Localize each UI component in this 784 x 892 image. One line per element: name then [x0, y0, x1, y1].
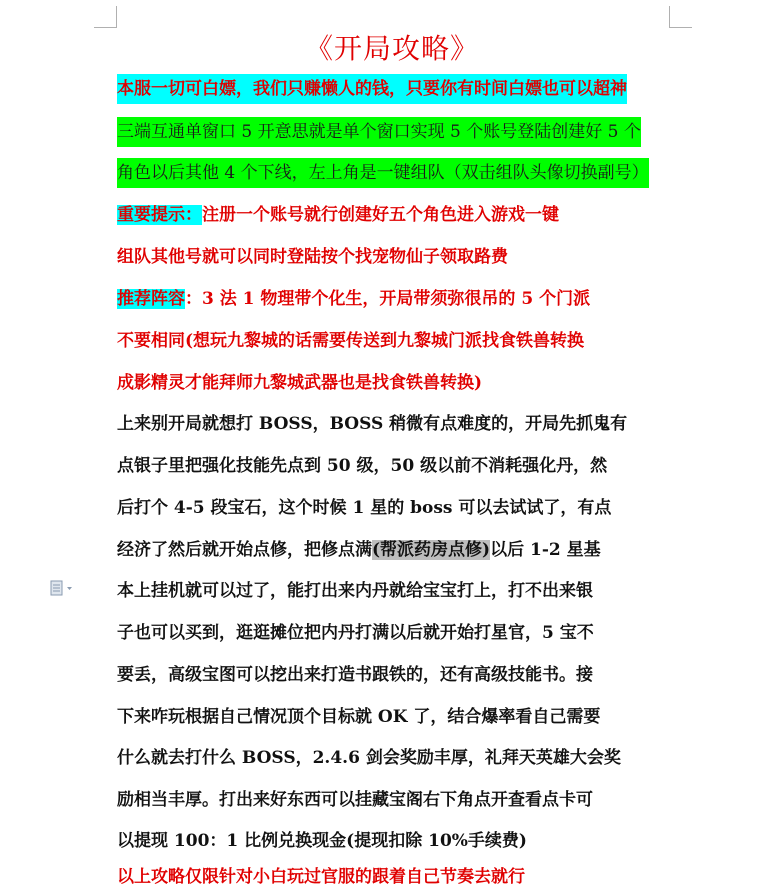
doc-line-text: 励相当丰厚。打出来好东西可以挂藏宝阁右下角点开查看点卡可 [117, 790, 593, 810]
doc-line-text: 后打个 4-5 段宝石，这个时候 1 星的 boss 可以去试试了，有点 [117, 498, 612, 518]
doc-line-text: 以上攻略仅限针对小白玩过官服的跟着自己节奏去就行 [117, 867, 525, 887]
doc-line-text: 组队其他号就可以同时登陆按个找宠物仙子领取路费 [117, 247, 508, 267]
doc-line-text: 子也可以买到，逛逛摊位把内丹打满以后就开始打星官，5 宝不 [117, 623, 594, 643]
doc-line [117, 785, 593, 815]
doc-line [117, 326, 584, 356]
doc-line-text: 不要相同(想玩九黎城的话需要传送到九黎城门派找食铁兽转换 [117, 331, 585, 351]
doc-line [117, 743, 621, 773]
doc-line [117, 242, 508, 272]
doc-line-text: 成影精灵才能拜师九黎城武器也是找食铁兽转换) [117, 373, 483, 393]
doc-line-text: 要丢，高级宝图可以挖出来打造书跟铁的，还有高级技能书。接 [117, 665, 593, 685]
doc-line [117, 535, 601, 565]
doc-line [117, 826, 527, 856]
doc-line [117, 409, 627, 439]
doc-line [117, 284, 590, 314]
document-icon[interactable] [50, 580, 74, 596]
doc-line-text: 什么就去打什么 BOSS，2.4.6 剑会奖励丰厚，礼拜天英雄大会奖 [117, 748, 621, 768]
doc-line-text: 以提现 100：1 比例兑换现金(提现扣除 10%手续费) [117, 831, 527, 851]
doc-line [117, 74, 627, 104]
highlighted-text: (帮派药房点修) [372, 540, 491, 560]
doc-line-text: 经济了然后就开始点修，把修点满 [117, 540, 372, 560]
doc-line [117, 117, 641, 147]
doc-line [117, 493, 611, 523]
doc-line [117, 451, 607, 481]
important-label: 重要提示： [117, 205, 202, 225]
doc-line-text: 本上挂机就可以过了，能打出来内丹就给宝宝打上，打不出来银 [117, 581, 593, 601]
doc-line-text: ：3 法 1 物理带个化生，开局带须弥很吊的 5 个门派 [185, 289, 591, 309]
doc-line [117, 862, 525, 892]
doc-line [117, 200, 559, 230]
doc-line-text: 点银子里把强化技能先点到 50 级，50 级以前不消耗强化丹，然 [117, 456, 608, 476]
doc-line [117, 660, 593, 690]
doc-line-text: 本服一切可白嫖，我们只赚懒人的钱，只要你有时间白嫖也可以超神 [117, 79, 627, 99]
doc-line-text: 下来咋玩根据自己情况顶个目标就 OK 了，结合爆率看自己需要 [117, 707, 601, 727]
doc-line-text: 注册一个账号就行创建好五个角色进入游戏一键 [202, 205, 559, 225]
page-corner-mark [116, 6, 117, 28]
doc-line-text: 角色以后其他 4 个下线，左上角是一键组队（双击组队头像切换副号） [117, 163, 649, 183]
doc-line-text: 以后 1-2 星基 [490, 540, 601, 560]
doc-line [117, 576, 593, 606]
doc-line [117, 702, 600, 732]
recommend-label: 推荐阵容 [117, 289, 185, 309]
doc-line [117, 368, 482, 398]
document-title: 《开局攻略》 [304, 32, 479, 65]
doc-line [117, 618, 594, 648]
page-corner-mark [669, 6, 670, 28]
doc-line-text: 三端互通单窗口 5 开意思就是单个窗口实现 5 个账号登陆创建好 5 个 [117, 122, 641, 142]
doc-line-text: 上来别开局就想打 BOSS，BOSS 稍微有点难度的，开局先抓鬼有 [117, 414, 628, 434]
doc-line [117, 158, 649, 188]
